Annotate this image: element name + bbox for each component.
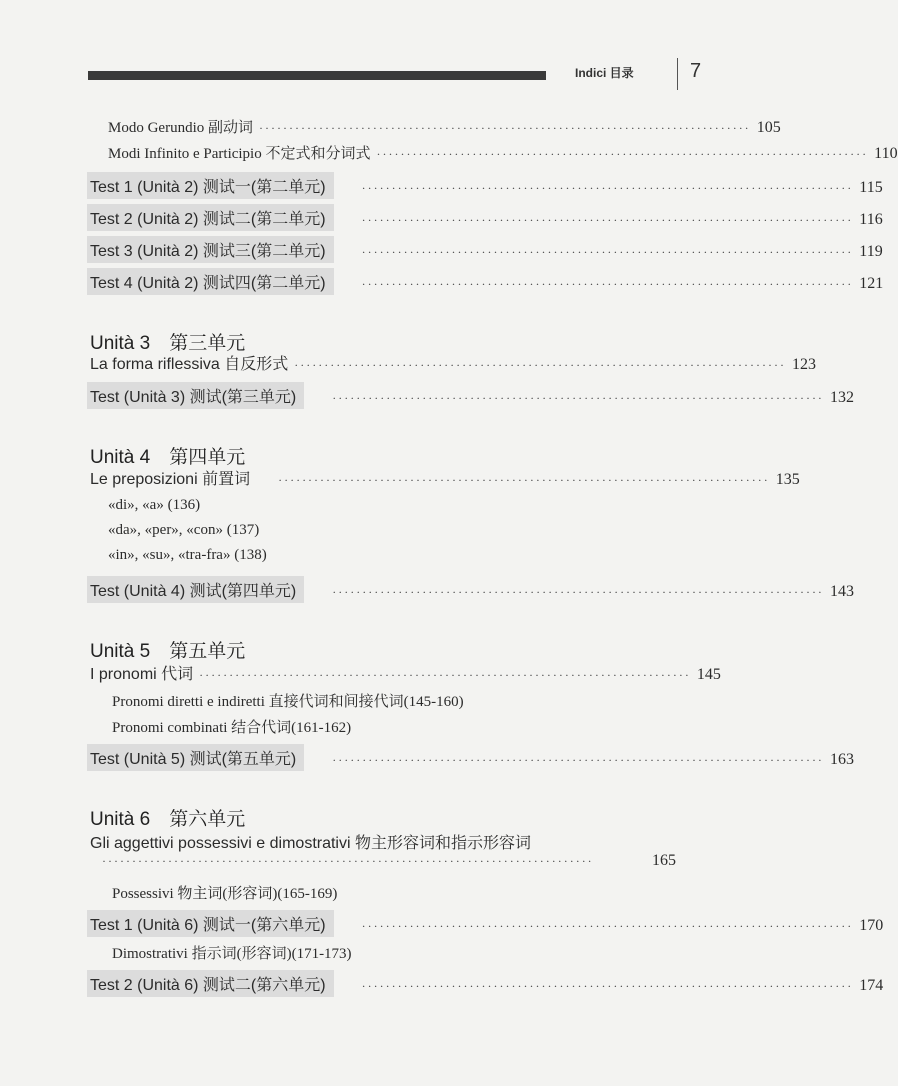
dot-leader: ·················································································· <box>294 358 786 372</box>
toc-entry-test3-u2[interactable] <box>90 236 883 260</box>
toc-entry-label: Test (Unità 3) 测试(第三单元) <box>87 382 304 409</box>
toc-entry-label: Test 1 (Unità 6) 测试一(第六单元) <box>87 910 334 937</box>
toc-entry-pronomi[interactable] <box>90 661 721 685</box>
toc-entry-label: Modo Gerundio 副动词 <box>108 120 253 136</box>
toc-entry-test1-u2[interactable] <box>90 172 883 196</box>
section-title: Indici 目录 <box>575 66 634 80</box>
toc-entry-test-u3[interactable] <box>90 382 854 406</box>
toc-entry-page: 145 <box>696 666 721 683</box>
toc-entry-page: 174 <box>859 977 884 994</box>
dot-leader: ·················································································· <box>361 181 854 195</box>
sub-entry-pronomi-combinati[interactable]: Pronomi combinati 结合代词(161-162) <box>112 720 352 736</box>
toc-entry-test1-u6[interactable] <box>90 910 884 934</box>
toc-entry-label: Le preposizioni 前置词 <box>90 471 251 488</box>
dot-leader: ·················································································· <box>259 121 751 135</box>
toc-entry-aggettivi-title[interactable]: Gli aggettivi possessivi e dimostrativi 物主形容词和指示形容词 <box>90 835 531 852</box>
sub-entry-di-a[interactable]: «di», «a» (136) <box>108 497 201 513</box>
dot-leader: ·················································································· <box>332 753 824 767</box>
toc-entry-page: 135 <box>775 471 800 488</box>
toc-entry-page: 170 <box>859 917 884 934</box>
sub-entry-in-su-tra[interactable]: «in», «su», «tra-fra» (138) <box>108 547 267 563</box>
dot-leader: ·················································································· <box>361 245 854 259</box>
toc-entry-label: Test 1 (Unità 2) 测试一(第二单元) <box>87 172 334 199</box>
toc-entry-page: 110 <box>874 145 898 162</box>
dot-leader: ·················································································· <box>102 854 594 868</box>
toc-entry-page: 132 <box>829 389 854 406</box>
sub-entry-pronomi-diretti[interactable]: Pronomi diretti e indiretti 直接代词和间接代词(145-160) <box>112 694 464 710</box>
toc-entry-page: 143 <box>829 583 854 600</box>
unit-heading-5: Unità 5 第五单元 <box>90 641 246 662</box>
dot-leader: ·················································································· <box>332 585 824 599</box>
toc-entry-label: Test 4 (Unità 2) 测试四(第二单元) <box>87 268 334 295</box>
unit-heading-3: Unità 3 第三单元 <box>90 333 246 354</box>
toc-entry-test2-u6[interactable] <box>90 970 884 994</box>
page-number: 7 <box>690 60 702 82</box>
toc-entry-label: Modi Infinito e Participio 不定式和分词式 <box>108 146 371 162</box>
toc-entry-test2-u2[interactable] <box>90 204 883 228</box>
dot-leader: ·················································································· <box>199 668 691 682</box>
sub-entry-da-per-con[interactable]: «da», «per», «con» (137) <box>108 522 260 538</box>
toc-entry-page: 123 <box>791 356 816 373</box>
unit-heading-6: Unità 6 第六单元 <box>90 809 246 830</box>
toc-entry-label: I pronomi 代词 <box>90 666 194 683</box>
dot-leader: ·················································································· <box>376 147 869 161</box>
toc-entry-page: 119 <box>859 243 883 260</box>
toc-entry-label: Test 3 (Unità 2) 测试三(第二单元) <box>87 236 334 263</box>
toc-entry-page: 121 <box>859 275 884 292</box>
toc-entry-test-u5[interactable] <box>90 744 854 768</box>
toc-entry-page: 163 <box>829 751 854 768</box>
sub-entry-possessivi[interactable]: Possessivi 物主词(形容词)(165-169) <box>112 886 338 902</box>
toc-entry-test-u4[interactable] <box>90 576 854 600</box>
toc-entry-gerundio[interactable] <box>108 116 781 140</box>
toc-entry-page: 165 <box>652 852 676 869</box>
dot-leader: ·················································································· <box>361 213 854 227</box>
dot-leader: ·················································································· <box>361 277 854 291</box>
toc-entry-preposizioni[interactable] <box>90 466 800 490</box>
toc-entry-label: Test (Unità 4) 测试(第四单元) <box>87 576 304 603</box>
toc-entry-label: Test (Unità 5) 测试(第五单元) <box>87 744 304 771</box>
sub-entry-dimostrativi[interactable]: Dimostrativi 指示词(形容词)(171-173) <box>112 946 352 962</box>
dot-leader: ·················································································· <box>332 391 824 405</box>
toc-entry-page: 115 <box>859 179 883 196</box>
toc-entry-page: 116 <box>859 211 883 228</box>
toc-entry-label: Test 2 (Unità 6) 测试二(第六单元) <box>87 970 334 997</box>
toc-entry-label: La forma riflessiva 自反形式 <box>90 356 289 373</box>
toc-entry-riflessiva[interactable] <box>90 351 816 375</box>
toc-entry-page: 105 <box>756 119 781 136</box>
dot-leader: ·················································································· <box>361 979 854 993</box>
toc-entry-label: Test 2 (Unità 2) 测试二(第二单元) <box>87 204 334 231</box>
toc-entry-aggettivi-page[interactable] <box>102 852 676 876</box>
dot-leader: ·················································································· <box>361 919 854 933</box>
toc-entry-infinito[interactable] <box>108 142 898 166</box>
unit-heading-4: Unità 4 第四单元 <box>90 447 246 468</box>
dot-leader: ·················································································· <box>278 473 770 487</box>
toc-entry-test4-u2[interactable] <box>90 268 884 292</box>
